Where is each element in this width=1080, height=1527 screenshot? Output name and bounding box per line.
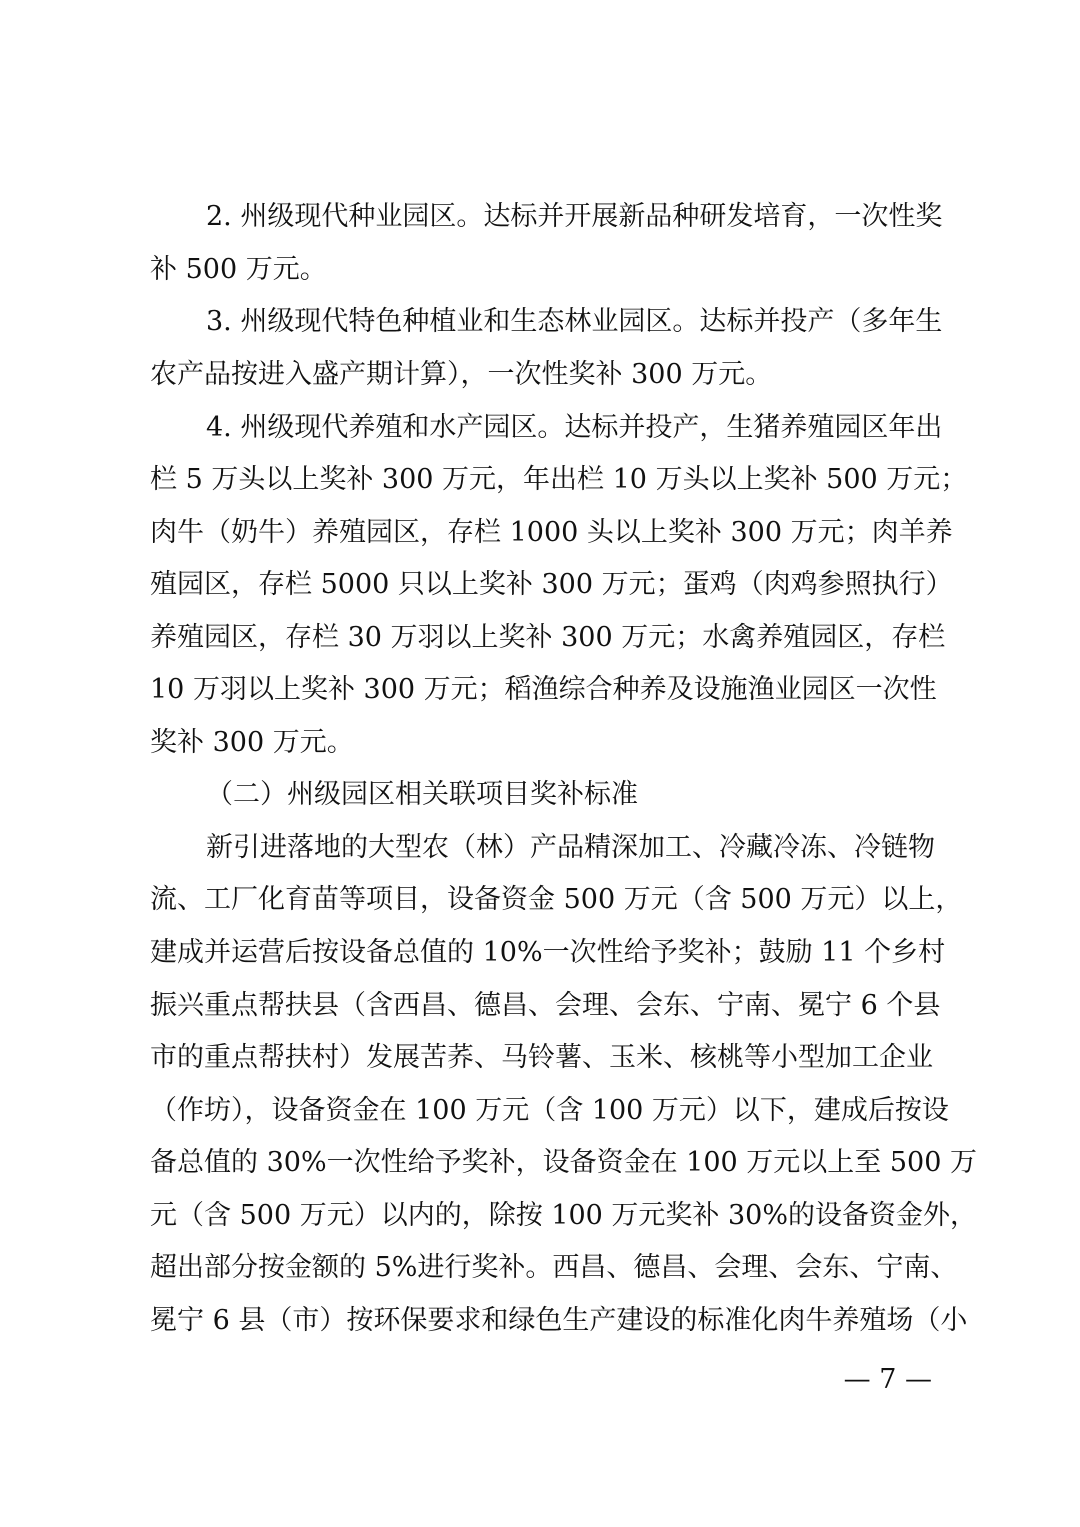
text-line: 10 万羽以上奖补 300 万元；稻渔综合种养及设施渔业园区一次性 — [150, 674, 937, 705]
text-line: 殖园区，存栏 5000 只以上奖补 300 万元；蛋鸡（肉鸡参照执行） — [150, 569, 953, 600]
section-heading: （二）州级园区相关联项目奖补标准 — [206, 779, 638, 810]
text-line: 2. 州级现代种业园区。达标并开展新品种研发培育，一次性奖 — [206, 201, 943, 232]
text-line: 肉牛（奶牛）养殖园区，存栏 1000 头以上奖补 300 万元；肉羊养 — [150, 517, 953, 548]
text-line: 流、工厂化育苗等项目，设备资金 500 万元（含 500 万元）以上， — [150, 884, 963, 915]
text-line: 养殖园区，存栏 30 万羽以上奖补 300 万元；水禽养殖园区，存栏 — [150, 622, 946, 653]
text-line: 4. 州级现代养殖和水产园区。达标并投产，生猪养殖园区年出 — [206, 412, 943, 443]
text-line: 冕宁 6 县（市）按环保要求和绿色生产建设的标准化肉牛养殖场（小 — [150, 1305, 968, 1336]
text-line: 3. 州级现代特色种植业和生态林业园区。达标并投产（多年生 — [206, 306, 943, 337]
page-number: — 7 — — [843, 1364, 932, 1395]
text-line: 栏 5 万头以上奖补 300 万元，年出栏 10 万头以上奖补 500 万元； — [150, 464, 968, 495]
text-line: （作坊），设备资金在 100 万元（含 100 万元）以下，建成后按设 — [150, 1095, 949, 1126]
text-line: 市的重点帮扶村）发展苦荞、马铃薯、玉米、核桃等小型加工企业 — [150, 1042, 933, 1073]
text-line: 建成并运营后按设备总值的 10%一次性给予奖补；鼓励 11 个乡村 — [150, 937, 946, 968]
text-line: 振兴重点帮扶县（含西昌、德昌、会理、会东、宁南、冕宁 6 个县 — [150, 990, 941, 1021]
text-line: 元（含 500 万元）以内的，除按 100 万元奖补 30%的设备资金外， — [150, 1200, 977, 1231]
text-line: 奖补 300 万元。 — [150, 727, 354, 758]
text-line: 补 500 万元。 — [150, 254, 327, 285]
text-line: 新引进落地的大型农（林）产品精深加工、冷藏冷冻、冷链物 — [206, 832, 935, 863]
text-line: 超出部分按金额的 5%进行奖补。西昌、德昌、会理、会东、宁南、 — [150, 1252, 958, 1283]
text-line: 备总值的 30%一次性给予奖补，设备资金在 100 万元以上至 500 万 — [150, 1147, 977, 1178]
text-line: 农产品按进入盛产期计算），一次性奖补 300 万元。 — [150, 359, 773, 390]
